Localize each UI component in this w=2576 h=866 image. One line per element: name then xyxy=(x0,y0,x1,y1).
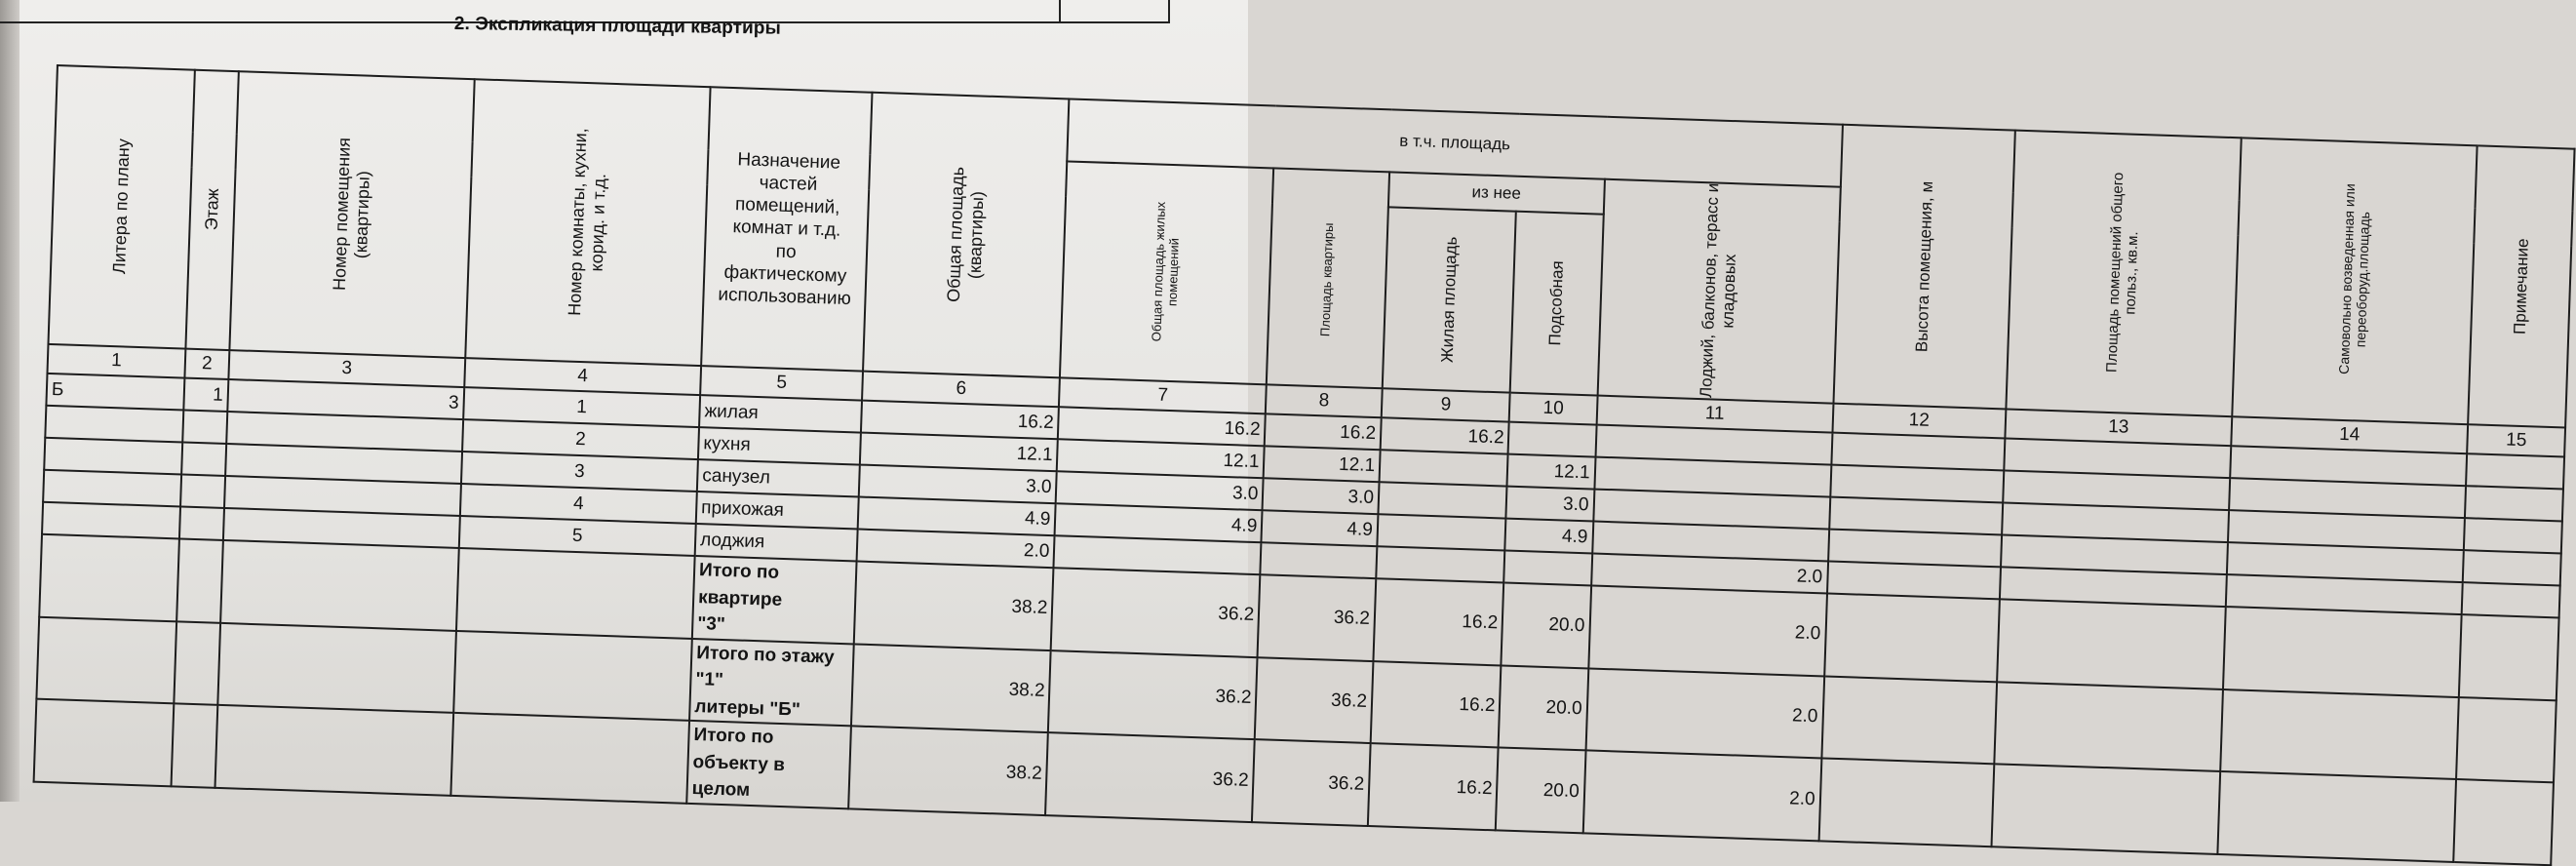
cell-common xyxy=(1994,682,2223,771)
cell-room: 1 xyxy=(463,387,700,427)
cell-apt-area xyxy=(1261,542,1378,578)
cell-litera: Б xyxy=(46,374,184,411)
cell-litera xyxy=(44,438,182,475)
cell-purpose: санузел xyxy=(697,459,860,496)
cell-room: 3 xyxy=(461,452,698,492)
cell-unauthorized xyxy=(2223,607,2462,697)
header-note: Примечание xyxy=(2468,145,2575,427)
column-number: 12 xyxy=(1832,404,2006,439)
header-living: Жилая площадь xyxy=(1383,207,1517,392)
header-apt-area: Площадь квартиры xyxy=(1267,168,1389,388)
column-number: 13 xyxy=(2005,409,2232,446)
cell-common xyxy=(1991,765,2220,854)
cell-living xyxy=(1380,450,1509,486)
cell-room: 5 xyxy=(459,516,696,556)
cell-litera xyxy=(42,502,180,539)
column-number: 2 xyxy=(184,349,229,379)
cell-apt-area: 36.2 xyxy=(1255,657,1373,744)
cell-total: 3.0 xyxy=(859,465,1057,504)
page-edge-shadow xyxy=(0,0,20,802)
cell-living-total: 3.0 xyxy=(1056,471,1264,510)
cell-litera xyxy=(45,406,183,443)
header-living-total: Общая площадь жилых помещений xyxy=(1060,161,1273,384)
cell-unauthorized xyxy=(2217,771,2456,862)
header-group-vtch: в т.ч. площадь xyxy=(1068,98,1843,186)
cell-aux: 20.0 xyxy=(1499,665,1588,751)
header-aux: Подсобная xyxy=(1510,212,1603,396)
column-number: 3 xyxy=(228,350,465,387)
cell-room xyxy=(456,548,695,639)
total-label-line2: целом xyxy=(691,778,751,802)
cell-total: 38.2 xyxy=(848,727,1048,815)
cell-total-label xyxy=(692,556,857,644)
total-label-line1: Итого по объекту в xyxy=(692,725,786,775)
cell-room xyxy=(453,631,692,722)
header-unauthorized-area: Самовольно возведенная или переоборуд.площадь xyxy=(2232,138,2477,424)
column-number: 6 xyxy=(862,372,1060,408)
cell-litera xyxy=(43,470,181,507)
cell-height xyxy=(1821,676,1997,764)
cell-apt-area: 4.9 xyxy=(1262,510,1379,546)
cell-apt: 3 xyxy=(227,379,464,419)
cell-purpose: кухня xyxy=(698,427,861,464)
cell-total-label xyxy=(686,721,851,808)
header-height: Высота помещения, м xyxy=(1833,125,2015,410)
cell-purpose: прихожая xyxy=(696,492,859,529)
cell-note xyxy=(2464,518,2562,553)
cell-living: 16.2 xyxy=(1373,578,1503,665)
cell-note xyxy=(2459,614,2559,700)
cell-unauthorized xyxy=(2220,689,2459,780)
cell-loggia: 2.0 xyxy=(1591,553,1828,593)
header-floor: Этаж xyxy=(185,70,238,350)
explication-table-wrap xyxy=(33,64,2576,866)
header-apt-number: Номер помещения (квартиры) xyxy=(229,71,474,358)
cell-living xyxy=(1378,482,1507,518)
cell-total: 38.2 xyxy=(851,644,1051,732)
cell-note xyxy=(2465,486,2563,521)
cell-apt xyxy=(217,623,456,714)
cell-litera xyxy=(36,616,176,703)
cell-aux: 3.0 xyxy=(1506,487,1594,522)
cell-floor xyxy=(181,442,226,475)
cell-total: 12.1 xyxy=(860,433,1058,472)
cell-floor: 1 xyxy=(183,378,228,412)
header-litera: Литера по плану xyxy=(48,65,194,349)
explication-table xyxy=(33,64,2576,866)
column-number: 15 xyxy=(2467,424,2565,456)
cell-total-label xyxy=(689,639,854,727)
cell-common xyxy=(1997,599,2226,689)
cell-living-total: 36.2 xyxy=(1051,568,1261,657)
total-label-line2: литеры "Б" xyxy=(694,695,801,721)
cell-living: 16.2 xyxy=(1368,743,1499,830)
header-loggia: Лоджий, балконов, терасс и кладовых xyxy=(1597,179,1840,404)
cell-floor xyxy=(171,704,217,788)
cell-total: 38.2 xyxy=(854,561,1054,650)
cell-living-total: 36.2 xyxy=(1048,650,1258,740)
cell-height xyxy=(1824,593,2000,681)
cell-apt-area: 36.2 xyxy=(1252,739,1370,826)
cell-living-total: 36.2 xyxy=(1045,732,1255,822)
header-total-area: Общая площадь (квартиры) xyxy=(863,93,1069,378)
cell-aux: 12.1 xyxy=(1507,454,1595,490)
cell-floor xyxy=(179,506,224,539)
cell-aux xyxy=(1508,422,1596,457)
cell-floor xyxy=(182,411,227,444)
cell-loggia: 2.0 xyxy=(1585,668,1824,759)
cell-floor xyxy=(174,621,220,705)
column-number: 1 xyxy=(47,344,185,378)
cell-litera xyxy=(34,699,175,786)
cell-room xyxy=(450,713,689,804)
cell-total: 4.9 xyxy=(858,497,1056,536)
cell-note xyxy=(2456,697,2556,783)
cell-litera xyxy=(39,534,179,621)
column-number: 11 xyxy=(1596,396,1833,433)
cell-apt xyxy=(215,705,453,796)
column-number: 7 xyxy=(1059,377,1267,413)
cell-living xyxy=(1376,546,1505,582)
cell-living-total: 16.2 xyxy=(1058,407,1266,446)
header-purpose: Назначение частей помещений, комнат и т.д. по фактическому использованию xyxy=(701,87,873,371)
cell-apt-area: 12.1 xyxy=(1264,446,1381,482)
total-label-line1: Итого по этажу "1" xyxy=(695,642,835,691)
cell-note xyxy=(2462,582,2560,617)
cell-total: 2.0 xyxy=(857,530,1055,569)
cell-apt-area: 36.2 xyxy=(1258,574,1376,661)
header-room-number: Номер комнаты, кухни, корид. и т.д. xyxy=(465,79,710,366)
cell-floor xyxy=(176,538,223,622)
cell-note xyxy=(2453,779,2554,865)
cell-note xyxy=(2466,453,2564,489)
header-common-area: Площадь помещений общего польз., кв.м. xyxy=(2006,131,2241,417)
cell-living-total: 4.9 xyxy=(1055,503,1263,542)
cell-aux: 20.0 xyxy=(1502,583,1591,669)
column-number: 4 xyxy=(464,358,701,395)
cell-living xyxy=(1377,514,1506,550)
previous-table-border xyxy=(1168,0,1170,21)
cell-loggia: 2.0 xyxy=(1582,751,1821,842)
previous-table-divider xyxy=(1059,0,1061,21)
cell-note xyxy=(2463,550,2561,585)
cell-living: 16.2 xyxy=(1371,661,1502,748)
column-number: 14 xyxy=(2231,416,2468,453)
cell-height xyxy=(1818,759,1994,846)
cell-apt-area: 16.2 xyxy=(1265,413,1382,450)
cell-living: 16.2 xyxy=(1381,417,1510,453)
cell-room: 4 xyxy=(460,484,697,524)
cell-aux: 20.0 xyxy=(1496,748,1585,834)
cell-total: 16.2 xyxy=(861,401,1059,440)
cell-apt xyxy=(220,540,459,631)
cell-living-total: 12.1 xyxy=(1057,439,1265,478)
column-number: 8 xyxy=(1266,384,1383,417)
header-group-iz-nee: из нее xyxy=(1388,172,1605,214)
column-number: 10 xyxy=(1509,393,1597,425)
cell-floor xyxy=(180,474,225,507)
cell-room: 2 xyxy=(462,419,699,459)
total-label-line2: "3" xyxy=(696,613,726,636)
cell-apt-area: 3.0 xyxy=(1263,478,1380,514)
cell-purpose: лоджия xyxy=(695,524,858,561)
cell-aux: 4.9 xyxy=(1505,519,1593,554)
page-title: 2. Экспликация площади квартиры xyxy=(453,14,781,39)
column-number: 9 xyxy=(1382,388,1510,421)
cell-purpose: жилая xyxy=(699,395,862,432)
total-label-line1: Итого по квартире xyxy=(697,560,783,610)
column-number: 5 xyxy=(700,366,863,401)
cell-loggia: 2.0 xyxy=(1588,585,1827,676)
cell-aux xyxy=(1504,551,1592,586)
